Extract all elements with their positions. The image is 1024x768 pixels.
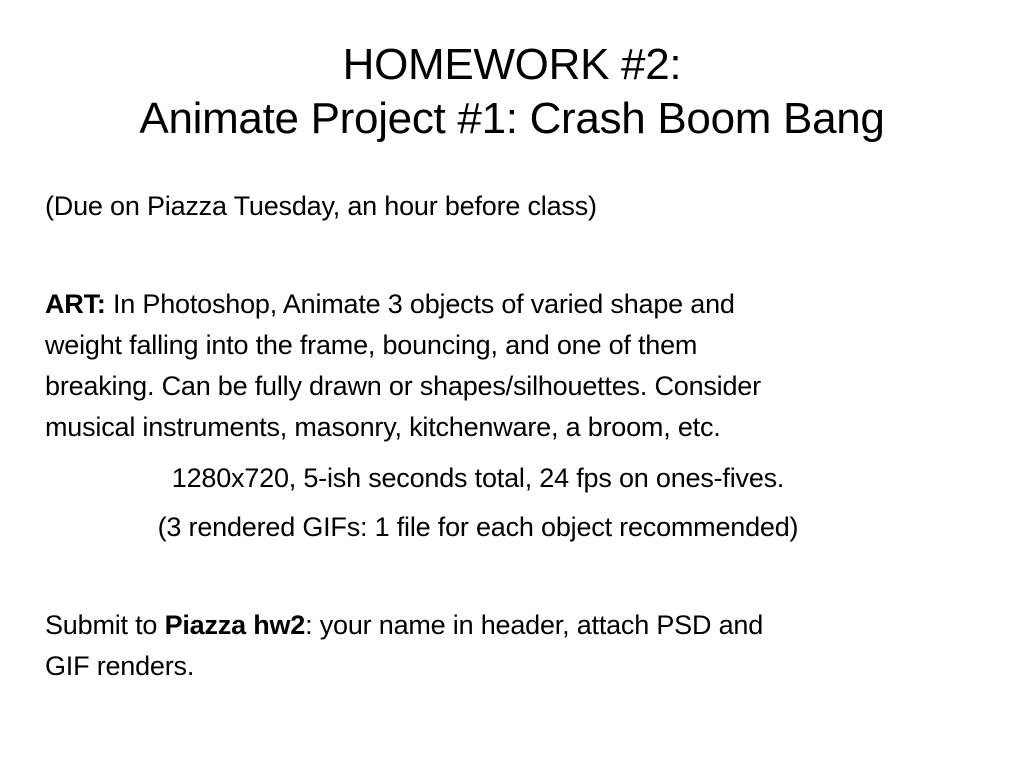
specs-line: 1280x720, 5-ish seconds total, 24 fps on ones-fives. <box>171 463 785 493</box>
art-label: ART: <box>45 289 106 319</box>
title-line-2: Animate Project #1: Crash Boom Bang <box>139 94 885 143</box>
art-line-3: breaking. Can be fully drawn or shapes/silhouettes. Consider <box>45 371 761 401</box>
submit-line-1 <box>45 605 945 646</box>
art-line-2: weight falling into the frame, bouncing, and one of them <box>45 330 698 360</box>
slide-title <box>40 38 984 146</box>
submit-suffix: : your name in header, attach PSD and <box>305 610 764 640</box>
art-line-1 <box>45 284 945 325</box>
gifs-line: (3 rendered GIFs: 1 file for each object recommended) <box>157 512 799 542</box>
art-text-1: In Photoshop, Animate 3 objects of varied shape and <box>105 289 735 319</box>
spacer <box>45 227 945 284</box>
submit-target: Piazza hw2 <box>164 610 306 640</box>
title-line-1: HOMEWORK #2: <box>342 40 682 89</box>
art-line-4: musical instruments, masonry, kitchenware, a broom, etc. <box>45 412 721 442</box>
spacer <box>45 548 945 605</box>
submit-line-2: GIF renders. <box>45 651 195 681</box>
submit-paragraph <box>45 605 945 687</box>
submit-prefix: Submit to <box>45 610 165 640</box>
slide-body <box>45 186 945 687</box>
due-note: (Due on Piazza Tuesday, an hour before class) <box>45 191 597 221</box>
art-paragraph <box>45 284 945 448</box>
